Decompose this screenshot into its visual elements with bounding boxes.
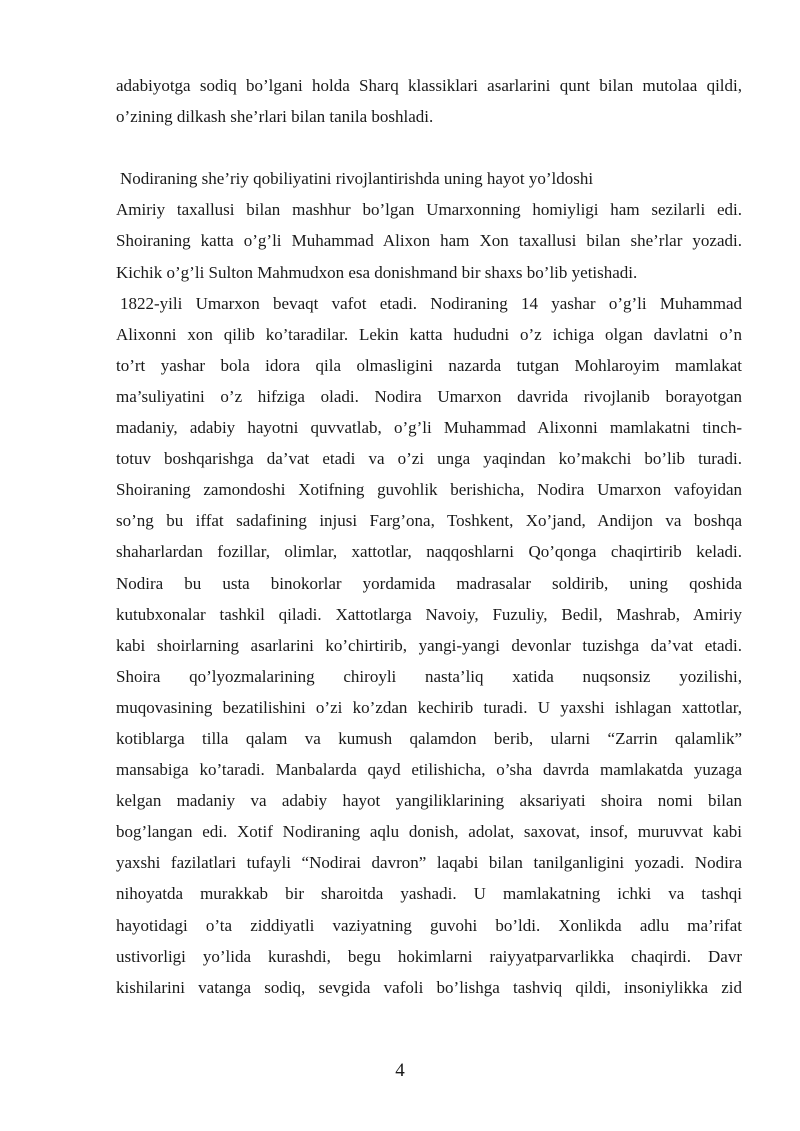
- text-line: kotiblarga tilla qalam va kumush qalamdon berib, ularni “Zarrin qalamlik”: [116, 728, 742, 748]
- text-line: kelgan madaniy va adabiy hayot yangiliklarining aksariyati shoira nomi bilan: [116, 791, 742, 811]
- text-line: mansabiga ko’taradi. Manbalarda qayd etilishicha, o’sha davrda mamlakatda yuzaga: [116, 760, 742, 780]
- text-line: kutubxonalar tashkil qiladi. Xattotlarga Navoiy, Fuzuliy, Bedil, Mashrab, Amiriy: [116, 604, 742, 624]
- text-line: shaharlardan fozillar, olimlar, xattotlar, naqqoshlarni Qo’qonga chaqirtirib keladi.: [116, 542, 742, 562]
- paragraph-3: [116, 288, 742, 1003]
- text-line: ma’suliyatini o’z hifziga oladi. Nodira Umarxon davrida rivojlanib borayotgan: [116, 386, 742, 406]
- text-line: Amiriy taxallusi bilan mashhur bo’lgan Umarxonning homiyligi ham sezilarli edi.: [116, 200, 742, 220]
- text-line: bog’langan edi. Xotif Nodiraning aqlu donish, adolat, saxovat, insof, muruvvat kabi: [116, 822, 742, 842]
- text-line: hayotidagi o’ta ziddiyatli vaziyatning guvohi bo’ldi. Xonlikda adlu ma’rifat: [116, 915, 742, 935]
- text-line: Alixonni xon qilib ko’taradilar. Lekin katta hududni o’z ichiga olgan davlatni o’n: [116, 324, 742, 344]
- text-line: Shoira qo’lyozmalarining chiroyli nasta’liq xatida nuqsonsiz yozilishi,: [116, 666, 742, 686]
- text-line: kabi shoirlarning asarlarini ko’chirtirib, yangi-yangi devonlar tuzishga da’vat etadi.: [116, 635, 742, 655]
- paragraph-gap: [116, 132, 742, 163]
- paragraph-2: [116, 163, 742, 287]
- paragraph-1: [116, 70, 742, 132]
- text-line: ustivorligi yo’lida kurashdi, begu hokimlarni raiyyatparvarlikka chaqirdi. Davr: [116, 946, 742, 966]
- text-line: adabiyotga sodiq bo’lgani holda Sharq klassiklari asarlarini qunt bilan mutolaa qildi,: [116, 76, 742, 95]
- text-line: Nodira bu usta binokorlar yordamida madrasalar soldirib, uning qoshida: [116, 573, 742, 593]
- text-line: Kichik o’g’li Sulton Mahmudxon esa donishmand bir shaxs bo’lib yetishadi.: [116, 262, 638, 282]
- text-line: nihoyatda murakkab bir sharoitda yashadi. U mamlakatning ichki va tashqi: [116, 884, 742, 904]
- text-line: muqovasining bezatilishini o’zi ko’zdan kechirib turadi. U yaxshi ishlagan xattotlar,: [116, 697, 742, 717]
- text-line: Shoiraning zamondoshi Xotifning guvohlik berishicha, Nodira Umarxon vafoyidan: [116, 480, 742, 500]
- text-line: Nodiraning she’riy qobiliyatini rivojlantirishda uning hayot yo’ldoshi: [120, 169, 594, 189]
- text-line: so’ng bu iffat sadafining injusi Farg’ona, Toshkent, Xo’jand, Andijon va boshqa: [116, 511, 742, 531]
- text-line: madaniy, adabiy hayotni quvvatlab, o’g’li Muhammad Alixonni mamlakatni tinch-: [116, 418, 742, 438]
- page-number: 4: [395, 1060, 405, 1081]
- text-line: kishilarini vatanga sodiq, sevgida vafoli bo’lishga tashviq qildi, insoniylikka zid: [116, 977, 742, 997]
- text-line: totuv boshqarishga da’vat etadi va o’zi unga yaqindan ko’makchi bo’lib turadi.: [116, 449, 742, 469]
- text-line: o’zining dilkash she’rlari bilan tanila boshladi.: [116, 107, 434, 127]
- text-line: Shoiraning katta o’g’li Muhammad Alixon ham Xon taxallusi bilan she’rlar yozadi.: [116, 231, 742, 251]
- document-page: [116, 70, 742, 1003]
- text-line: yaxshi fazilatlari tufayli “Nodirai davron” laqabi bilan tanilganligini yozadi. Nodira: [116, 853, 742, 873]
- text-line: 1822-yili Umarxon bevaqt vafot etadi. Nodiraning 14 yashar o’g’li Muhammad: [120, 293, 742, 313]
- text-line: to’rt yashar bola idora qila olmasligini nazarda tutgan Mohlaroyim mamlakat: [116, 355, 742, 375]
